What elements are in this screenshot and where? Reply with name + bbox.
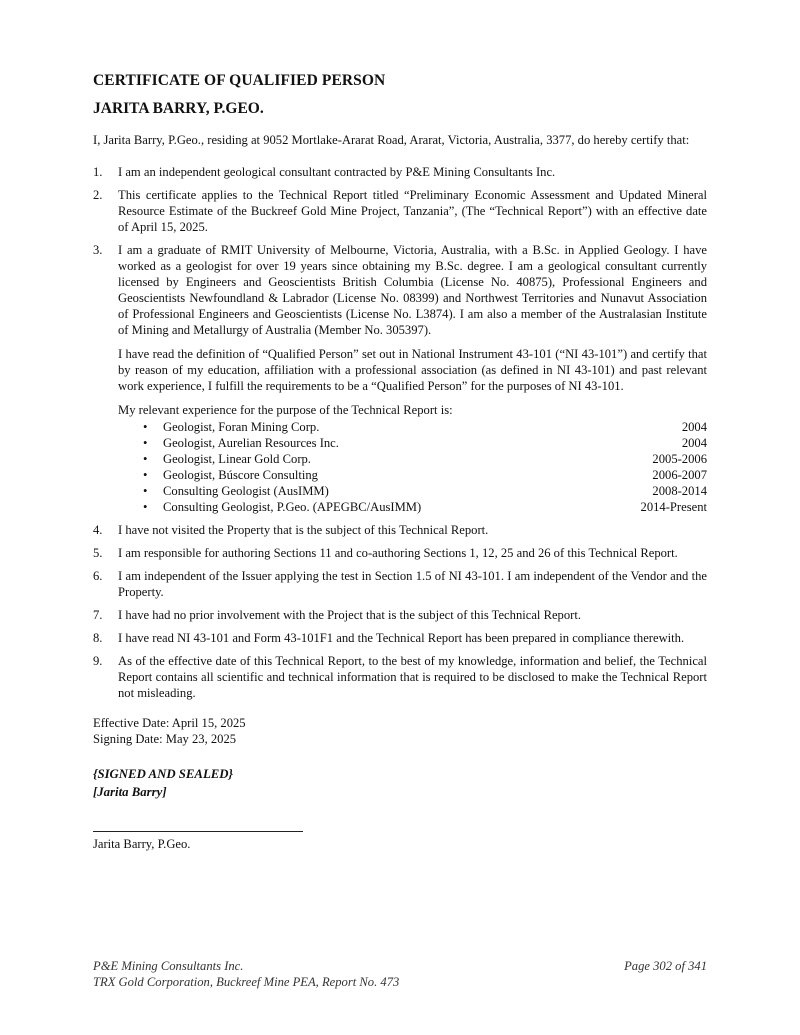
item-number: 1. <box>93 165 103 179</box>
list-item <box>93 242 707 515</box>
bullet-icon: • <box>143 468 148 482</box>
bullet-icon: • <box>143 500 148 514</box>
effective-date: Effective Date: April 15, 2025 <box>93 716 246 730</box>
experience-row <box>118 499 707 515</box>
experience-role: Geologist, Aurelian Resources Inc. <box>163 436 339 450</box>
list-item <box>93 607 707 623</box>
signature-line <box>93 831 303 832</box>
item-number: 7. <box>93 608 103 622</box>
bullet-icon: • <box>143 484 148 498</box>
list-item <box>93 568 707 600</box>
footer-report: TRX Gold Corporation, Buckreef Mine PEA, Report No. 473 <box>93 975 400 989</box>
experience-row <box>118 483 707 499</box>
item-number: 8. <box>93 631 103 645</box>
signature-name: Jarita Barry, P.Geo. <box>93 837 191 851</box>
signed-and-sealed: {SIGNED AND SEALED} <box>93 767 233 781</box>
certificate-page <box>93 72 707 852</box>
experience-intro: My relevant experience for the purpose of the Technical Report is: <box>118 403 453 417</box>
item-text: This certificate applies to the Technical Report titled “Preliminary Economic Assessment and Updated Mineral Resource Estimate of the Buckreef Gold Mine Project, Tanzania”, (The “Technical Report”) with an effective date of April 15, 2025. <box>118 188 707 234</box>
signature-block <box>93 765 707 801</box>
list-item <box>93 653 707 701</box>
list-item <box>93 630 707 646</box>
footer-company: P&E Mining Consultants Inc. <box>93 959 244 973</box>
bullet-icon: • <box>143 420 148 434</box>
certification-list <box>93 164 707 701</box>
item-number: 5. <box>93 546 103 560</box>
experience-years: 2014-Present <box>640 500 707 514</box>
experience-row <box>118 419 707 435</box>
experience-list <box>118 419 707 515</box>
item-number: 3. <box>93 243 103 257</box>
signed-name: [Jarita Barry] <box>93 785 167 799</box>
experience-row <box>118 467 707 483</box>
page-subtitle: JARITA BARRY, P.GEO. <box>93 100 264 117</box>
intro-paragraph: I, Jarita Barry, P.Geo., residing at 9052 Mortlake-Ararat Road, Ararat, Victoria, Australia, 3377, do hereby certify that: <box>93 133 690 147</box>
item-text: I am a graduate of RMIT University of Melbourne, Victoria, Australia, with a B.Sc. in Applied Geology. I have worked as a geologist for over 19 years since obtaining my B.Sc. degree. I am a geological consultant currently licensed by Engineers and Geoscientists British Columbia (License No. 40875), Professional Engineers and Geoscientists Newfoundland & Labrador (License No. 08399) and Northwest Territories and Nunavut Association of Professional Engineers and Geoscientists (License No. L3874). I am also a member of the Australasian Institute of Mining and Metallurgy of Australia (Member No. 305397). <box>118 243 707 337</box>
footer-page-number: Page 302 of 341 <box>624 959 707 973</box>
experience-role: Geologist, Foran Mining Corp. <box>163 420 320 434</box>
list-item <box>93 187 707 235</box>
experience-years: 2004 <box>681 436 707 450</box>
experience-years: 2005-2006 <box>652 452 707 466</box>
experience-years: 2006-2007 <box>652 468 707 482</box>
list-item <box>93 522 707 538</box>
experience-years: 2004 <box>681 420 707 434</box>
page-footer <box>93 958 707 990</box>
item-number: 9. <box>93 654 103 668</box>
qualified-person-paragraph: I have read the definition of “Qualified Person” set out in National Instrument 43-101 (“NI 43-101”) and certify that by reason of my education, affiliation with a professional association (as defined in NI 43-101) and past relevant work experience, I fulfill the requirements to be a “Qualified Person” for the purposes of NI 43-101. <box>118 347 707 393</box>
experience-role: Geologist, Linear Gold Corp. <box>163 452 311 466</box>
experience-years: 2008-2014 <box>652 484 707 498</box>
item-text: I have not visited the Property that is the subject of this Technical Report. <box>118 523 489 537</box>
item-text: I have had no prior involvement with the Project that is the subject of this Technical Report. <box>118 608 581 622</box>
bullet-icon: • <box>143 436 148 450</box>
signing-date: Signing Date: May 23, 2025 <box>93 732 237 746</box>
dates-block <box>93 715 707 747</box>
item-text: As of the effective date of this Technical Report, to the best of my knowledge, information and belief, the Technical Report contains all scientific and technical information that is required to be disclosed to make the Technical Report not misleading. <box>118 654 707 700</box>
bullet-icon: • <box>143 452 148 466</box>
experience-role: Consulting Geologist, P.Geo. (APEGBC/AusIMM) <box>163 500 422 514</box>
item-number: 6. <box>93 569 103 583</box>
item-text: I am an independent geological consultant contracted by P&E Mining Consultants Inc. <box>118 165 556 179</box>
page-title: CERTIFICATE OF QUALIFIED PERSON <box>93 72 386 89</box>
list-item <box>93 545 707 561</box>
experience-row <box>118 435 707 451</box>
list-item <box>93 164 707 180</box>
experience-row <box>118 451 707 467</box>
experience-role: Consulting Geologist (AusIMM) <box>163 484 329 498</box>
item-number: 2. <box>93 188 103 202</box>
item-text: I am responsible for authoring Sections 11 and co-authoring Sections 1, 12, 25 and 26 of this Technical Report. <box>118 546 678 560</box>
item-text: I am independent of the Issuer applying the test in Section 1.5 of NI 43-101. I am independent of the Vendor and the Property. <box>118 569 707 599</box>
item-number: 4. <box>93 523 103 537</box>
experience-role: Geologist, Búscore Consulting <box>163 468 318 482</box>
item-text: I have read NI 43-101 and Form 43-101F1 and the Technical Report has been prepared in compliance therewith. <box>118 631 685 645</box>
